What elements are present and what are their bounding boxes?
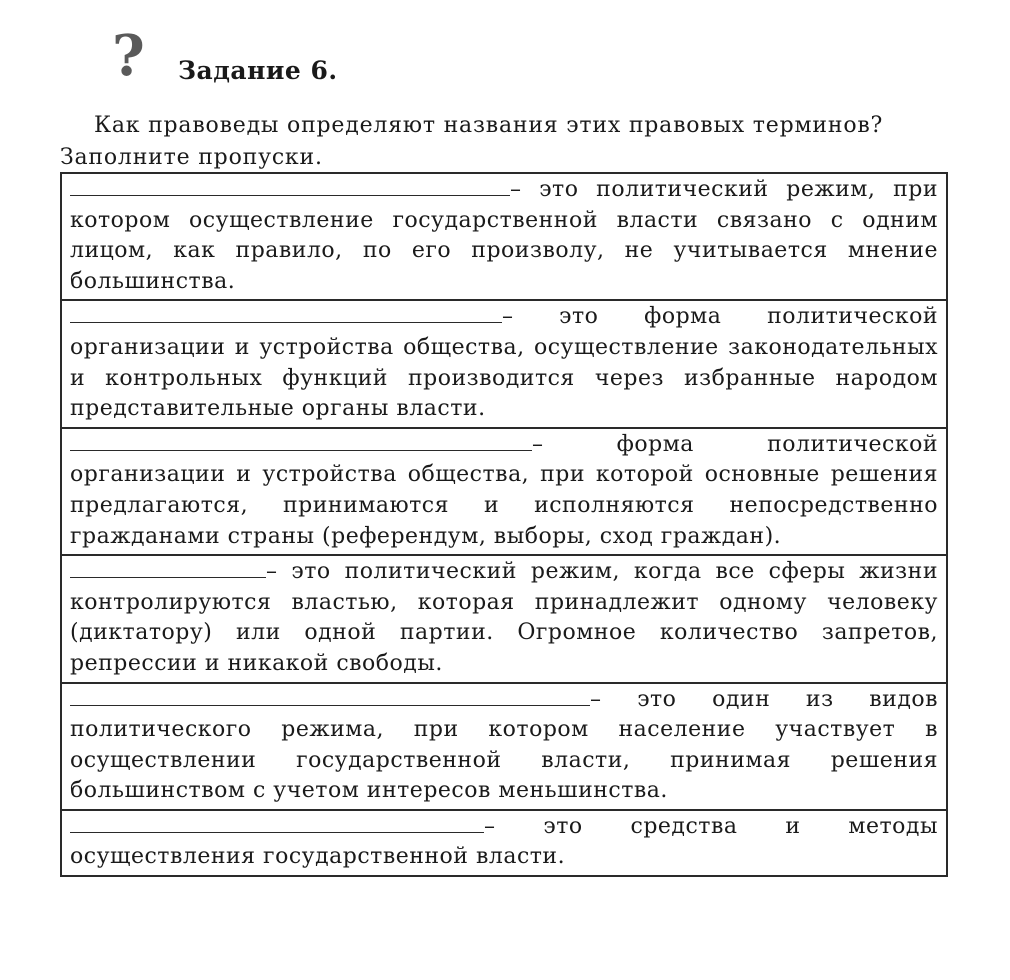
definition-text: – это политический режим, при котором осуществление государственной власти связано с одним лицом, как правило, по его произволу, не учитывается мнение большинства. <box>70 177 938 294</box>
definition-cell <box>61 810 947 876</box>
answer-blank[interactable] <box>70 685 590 706</box>
definition-cell <box>61 173 947 300</box>
definition-text: – это один из видов политического режима, при котором население участвует в осуществлении государственной власти, принимая решения большинством с учетом интересов меньшинства. <box>70 686 938 804</box>
definition-text: – это политический режим, когда все сферы жизни контролируются властью, которая принадлежит одному человеку (диктатору) или одной партии. Огромное количество запретов, репрессии и никакой свободы. <box>70 559 938 676</box>
task-title: Задание 6. <box>178 56 338 85</box>
definition-text: – это средства и методы осуществления государственной власти. <box>70 813 938 870</box>
definition-cell <box>61 555 947 682</box>
answer-blank[interactable] <box>70 302 502 323</box>
answer-blank[interactable] <box>70 557 266 578</box>
answer-blank[interactable] <box>70 175 510 196</box>
definition-cell <box>61 300 947 427</box>
table-row <box>61 555 947 682</box>
definition-cell <box>61 428 947 555</box>
definition-text: – форма политической организации и устройства общества, при которой основные решения предлагаются, принимаются и исполняются непосредственно гражданами страны (референдум, выборы, сход граждан). <box>70 431 938 549</box>
answer-blank[interactable] <box>70 812 484 833</box>
definition-text: – это форма политической организации и устройства общества, осуществление законодательных и контрольных функций производится через избранные народом представительные органы власти. <box>70 304 938 422</box>
answer-blank[interactable] <box>70 430 532 451</box>
task-instruction: Как правоведы определяют названия этих правовых терминов? Заполните пропуски. <box>60 113 884 170</box>
question-mark-icon: ? <box>112 23 145 89</box>
table-row <box>61 173 947 300</box>
definition-cell <box>61 683 947 810</box>
table-row <box>61 683 947 810</box>
definitions-table <box>60 172 948 877</box>
table-row <box>61 810 947 876</box>
table-row <box>61 300 947 427</box>
table-row <box>61 428 947 555</box>
